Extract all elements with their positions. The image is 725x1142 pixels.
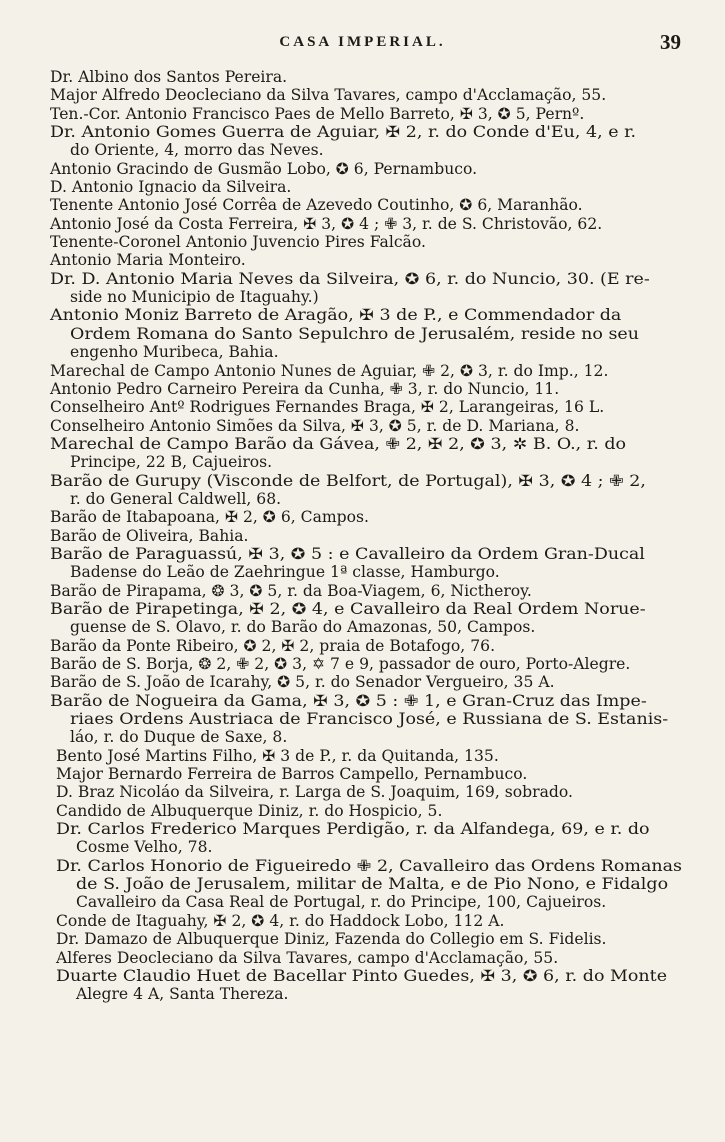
- entry-continuation-line: [0, 141, 725, 159]
- entry-line: [0, 545, 725, 563]
- entry-line: [0, 747, 725, 765]
- entry-line: [0, 306, 725, 324]
- entry-text: Badense do Leão de Zaehringue 1ª classe, Hamburgo.: [70, 563, 500, 582]
- entry-continuation-line: [0, 563, 725, 581]
- entry-text: Antonio Moniz Barreto de Aragão, ✠ 3 de P., e Commendador da: [50, 306, 622, 325]
- entry-text: Bento José Martins Filho, ✠ 3 de P., r. da Quitanda, 135.: [56, 746, 499, 765]
- entry-continuation-line: [0, 618, 725, 636]
- entry-line: [0, 196, 725, 214]
- entry-continuation-line: [0, 453, 725, 471]
- entry-line: [0, 270, 725, 288]
- entry-text: Barão de Pirapama, ❂ 3, ✪ 5, r. da Boa-Viagem, 6, Nictheroy.: [50, 581, 532, 600]
- entry-text: Cosme Velho, 78.: [76, 838, 213, 857]
- entry-line: [0, 362, 725, 380]
- entry-text: Ten.-Cor. Antonio Francisco Paes de Mello Barreto, ✠ 3, ✪ 5, Pernº.: [50, 104, 585, 123]
- entry-text: Conselheiro Antonio Simões da Silva, ✠ 3, ✪ 5, r. de D. Mariana, 8.: [50, 416, 580, 435]
- entry-text: Dr. Carlos Frederico Marques Perdigão, r. da Alfandega, 69, e r. do: [56, 820, 650, 839]
- entry-text: de S. João de Jerusalem, militar de Malta, e de Pio Nono, e Fidalgo: [76, 875, 669, 894]
- entry-line: [0, 765, 725, 783]
- entry-text: Antonio Maria Monteiro.: [50, 251, 246, 270]
- entry-text: Conselheiro Antº Rodrigues Fernandes Braga, ✠ 2, Larangeiras, 16 L.: [50, 398, 605, 417]
- entry-text: Barão de Gurupy (Visconde de Belfort, de Portugal), ✠ 3, ✪ 4 ; ✙ 2,: [50, 471, 646, 490]
- entry-text: side no Municipio de Itaguahy.): [70, 288, 319, 307]
- entry-line: [0, 967, 725, 985]
- entry-continuation-line: [0, 893, 725, 911]
- entry-text: Barão de Nogueira da Gama, ✠ 3, ✪ 5 : ✙ 1, e Gran-Cruz das Impe-: [50, 691, 647, 710]
- entry-text: Dr. Carlos Honorio de Figueiredo ✙ 2, Cavalleiro das Ordens Romanas: [56, 856, 683, 875]
- entry-text: Cavalleiro da Casa Real de Portugal, r. do Principe, 100, Cajueiros.: [76, 893, 607, 912]
- entry-text: D. Antonio Ignacio da Silveira.: [50, 178, 292, 197]
- entry-line: [0, 123, 725, 141]
- entry-line: [0, 233, 725, 251]
- running-title: CASA IMPERIAL.: [279, 34, 446, 50]
- entry-text: Conde de Itaguahy, ✠ 2, ✪ 4, r. do Haddock Lobo, 112 A.: [56, 911, 505, 930]
- entry-continuation-line: [0, 288, 725, 306]
- entry-text: Candido de Albuquerque Diniz, r. do Hospicio, 5.: [56, 801, 443, 820]
- page-header: [0, 30, 725, 56]
- entry-text: D. Braz Nicoláo da Silveira, r. Larga de S. Joaquim, 169, sobrado.: [56, 783, 573, 802]
- entry-text: engenho Muribeca, Bahia.: [70, 343, 279, 362]
- entry-text: Marechal de Campo Antonio Nunes de Aguiar, ✙ 2, ✪ 3, r. do Imp., 12.: [50, 361, 609, 380]
- page-number: 39: [660, 30, 681, 54]
- entry-line: [0, 820, 725, 838]
- entry-continuation-line: [0, 875, 725, 893]
- entry-text: Barão de S. João de Icarahy, ✪ 5, r. do Senador Vergueiro, 35 A.: [50, 673, 555, 692]
- entry-continuation-line: [0, 985, 725, 1003]
- entry-text: r. do General Caldwell, 68.: [70, 489, 282, 508]
- entry-text: Antonio Pedro Carneiro Pereira da Cunha, ✙ 3, r. do Nuncio, 11.: [50, 379, 560, 398]
- entry-line: [0, 912, 725, 930]
- entry-line: [0, 160, 725, 178]
- entry-line: [0, 68, 725, 86]
- entry-line: [0, 472, 725, 490]
- entry-text: Dr. D. Antonio Maria Neves da Silveira, ✪ 6, r. do Nuncio, 30. (E re-: [50, 269, 650, 288]
- entry-line: [0, 105, 725, 123]
- entry-text: Dr. Damazo de Albuquerque Diniz, Fazenda do Collegio em S. Fidelis.: [56, 930, 607, 949]
- entry-continuation-line: [0, 838, 725, 856]
- entry-line: [0, 86, 725, 104]
- entry-text: Dr. Antonio Gomes Guerra de Aguiar, ✠ 2, r. do Conde d'Eu, 4, e r.: [50, 123, 637, 142]
- entry-line: [0, 673, 725, 691]
- entry-text: Barão da Ponte Ribeiro, ✪ 2, ✠ 2, praia de Botafogo, 76.: [50, 636, 496, 655]
- entry-continuation-line: [0, 325, 725, 343]
- entry-continuation-line: [0, 343, 725, 361]
- entry-line: [0, 398, 725, 416]
- entry-text: Alferes Deocleciano da Silva Tavares, campo d'Acclamação, 55.: [56, 948, 559, 967]
- entry-line: [0, 178, 725, 196]
- entry-line: [0, 251, 725, 269]
- entry-text: Major Bernardo Ferreira de Barros Campello, Pernambuco.: [56, 765, 528, 784]
- entry-text: Marechal de Campo Barão da Gávea, ✙ 2, ✠ 2, ✪ 3, ✲ B. O., r. do: [50, 434, 627, 453]
- entry-line: [0, 527, 725, 545]
- entry-line: [0, 802, 725, 820]
- entry-line: [0, 508, 725, 526]
- entry-line: [0, 435, 725, 453]
- entry-line: [0, 692, 725, 710]
- entry-line: [0, 582, 725, 600]
- entry-text: Ordem Romana do Santo Sepulchro de Jerusalém, reside no seu: [70, 324, 639, 343]
- entry-text: Duarte Claudio Huet de Bacellar Pinto Guedes, ✠ 3, ✪ 6, r. do Monte: [56, 966, 668, 985]
- entry-text: riaes Ordens Austriaca de Francisco José, e Russiana de S. Estanis-: [70, 710, 669, 729]
- entry-continuation-line: [0, 710, 725, 728]
- entry-text: Tenente-Coronel Antonio Juvencio Pires Falcão.: [50, 233, 426, 252]
- entry-line: [0, 380, 725, 398]
- entry-line: [0, 857, 725, 875]
- entry-text: Antonio Gracindo de Gusmão Lobo, ✪ 6, Pernambuco.: [50, 159, 478, 178]
- directory-entries: [0, 68, 725, 1004]
- entry-text: Alegre 4 A, Santa Thereza.: [76, 985, 289, 1004]
- entry-text: Antonio José da Costa Ferreira, ✠ 3, ✪ 4 ; ✙ 3, r. de S. Christovão, 62.: [50, 214, 603, 233]
- entry-text: Barão de S. Borja, ❂ 2, ✙ 2, ✪ 3, ✡ 7 e 9, passador de ouro, Porto-Alegre.: [50, 655, 631, 673]
- entry-line: [0, 637, 725, 655]
- entry-text: Barão de Itabapoana, ✠ 2, ✪ 6, Campos.: [50, 508, 370, 527]
- entry-line: [0, 215, 725, 233]
- entry-text: Tenente Antonio José Corrêa de Azevedo Coutinho, ✪ 6, Maranhão.: [50, 196, 583, 215]
- entry-text: Barão de Paraguassú, ✠ 3, ✪ 5 : e Cavalleiro da Ordem Gran-Ducal: [50, 544, 645, 563]
- entry-line: [0, 949, 725, 967]
- entry-text: do Oriente, 4, morro das Neves.: [70, 141, 324, 160]
- entry-line: [0, 417, 725, 435]
- entry-line: [0, 930, 725, 948]
- entry-continuation-line: [0, 490, 725, 508]
- entry-line: [0, 783, 725, 801]
- entry-text: Principe, 22 B, Cajueiros.: [70, 453, 273, 472]
- entry-text: láo, r. do Duque de Saxe, 8.: [70, 728, 288, 747]
- entry-text: Major Alfredo Deocleciano da Silva Tavares, campo d'Acclamação, 55.: [50, 86, 607, 105]
- entry-text: Barão de Oliveira, Bahia.: [50, 526, 249, 545]
- entry-continuation-line: [0, 728, 725, 746]
- entry-text: Dr. Albino dos Santos Pereira.: [50, 68, 288, 86]
- entry-text: Barão de Pirapetinga, ✠ 2, ✪ 4, e Cavalleiro da Real Ordem Norue-: [50, 599, 646, 618]
- entry-line: [0, 655, 725, 673]
- entry-text: guense de S. Olavo, r. do Barão do Amazonas, 50, Campos.: [70, 618, 536, 637]
- entry-line: [0, 600, 725, 618]
